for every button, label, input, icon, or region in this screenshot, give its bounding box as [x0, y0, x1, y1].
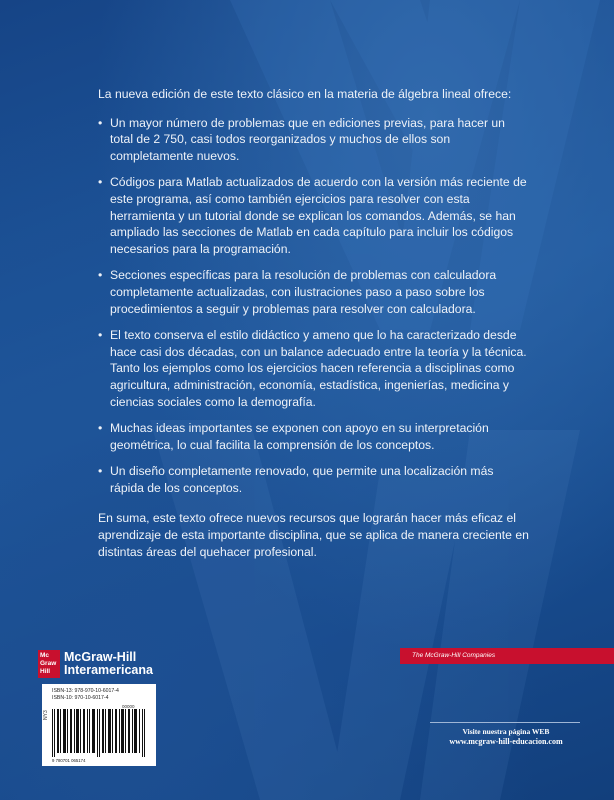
isbn-10: ISBN-10: 970-10-6017-4 — [52, 695, 109, 701]
logo-mark-line: Graw — [40, 660, 57, 667]
web-divider — [430, 722, 580, 723]
feature-list — [98, 115, 530, 497]
website-title: Visite nuestra página WEB — [462, 727, 550, 736]
intro-paragraph: La nueva edición de este texto clásico en la materia de álgebra lineal ofrece: — [98, 87, 512, 101]
barcode-panel — [42, 684, 156, 766]
mcgraw-hill-logo-mark — [38, 650, 60, 678]
publisher-logo — [38, 650, 153, 678]
barcode-icon — [52, 709, 148, 757]
feature-item: • Códigos para Matlab actualizados de acuerdo con la versión más reciente de este programa, así como también ejercicios para resolver con esta herramienta y un tutorial donde se explican los comandos. Además, se han ampliado las secciones de Matlab en cada capítulo para incluir los códigos necesarios para la programación. — [98, 174, 530, 257]
website-url[interactable]: www.mcgraw-hill-educacion.com — [449, 737, 563, 746]
companies-bar: The McGraw-Hill Companies — [400, 648, 614, 664]
feature-item: • Un diseño completamente renovado, que permite una localización más rápida de los conceptos. — [98, 463, 530, 496]
barcode-number: 9 780701 065174 — [52, 758, 86, 763]
back-cover-text — [98, 86, 530, 560]
isbn-13: ISBN-13: 978-970-10-6017-4 — [52, 688, 119, 694]
feature-item: • Muchas ideas importantes se exponen con apoyo en su interpretación geométrica, lo cual facilita la comprensión de los conceptos. — [98, 420, 530, 453]
publisher-name — [64, 651, 153, 677]
feature-item: • El texto conserva el estilo didáctico y ameno que lo ha caracterizado desde hace casi dos décadas, con un balance adecuado entre la teoría y la técnica. Tanto los ejemplos como los ejercicios hacen referencia a disciplinas como agricultura, administración, economía, estadística, ingenierías, medicina y ciencias sociales como la demografía. — [98, 327, 530, 410]
feature-item: • Un mayor número de problemas que en ediciones previas, para hacer un total de 2 750, casi todos reorganizados y muchos de ellos son completamente nuevos. — [98, 115, 530, 165]
barcode-side-code: NY3 — [43, 710, 49, 720]
logo-mark-line: Mc — [40, 652, 50, 659]
website-block — [436, 727, 576, 746]
publisher-name-line2: Interamericana — [64, 663, 153, 677]
feature-item: • Secciones específicas para la resolución de problemas con calculadora completamente actualizadas, con ilustraciones paso a paso sobre los procedimientos a seguir y problemas para resolver con calculadora. — [98, 267, 530, 317]
publisher-name-line1: McGraw-Hill — [64, 650, 137, 664]
logo-mark-line: Hill — [40, 668, 51, 675]
barcode-top-code: 00000 — [122, 704, 135, 709]
summary-paragraph: En suma, este texto ofrece nuevos recursos que lograrán hacer más eficaz el aprendizaje de esta importante disciplina, que se aplica de manera creciente en distintas áreas del quehacer profesional. — [98, 511, 529, 559]
